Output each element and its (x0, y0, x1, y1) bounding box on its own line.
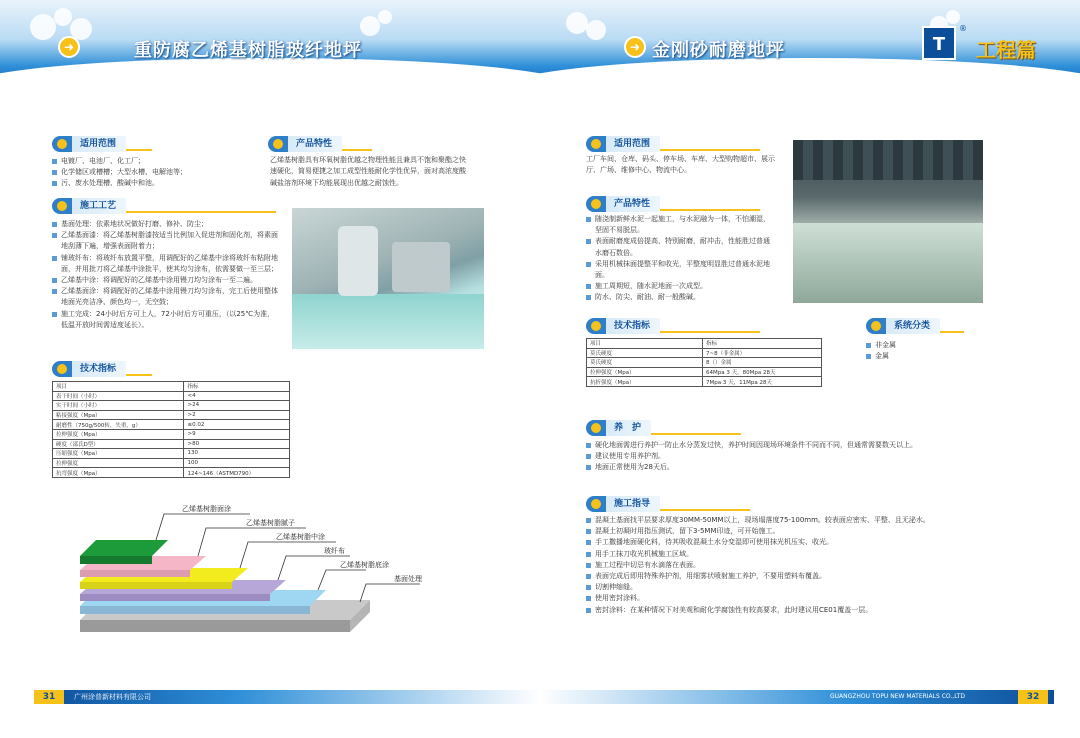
list-item: 乙烯基中涂：将调配好的乙烯基中涂用镘刀均匀涂布一至二遍。 (52, 275, 280, 286)
section-title: 适用范围 (72, 136, 126, 152)
maintenance-header (586, 420, 741, 436)
list-item: 非金属 (866, 340, 966, 351)
layer-topcoat (80, 540, 168, 556)
section-title: 产品特性 (606, 196, 660, 212)
right-features-header (586, 196, 760, 212)
layer-label: 基面处理 (394, 575, 422, 583)
table-row: 实干时间（小时） >24 (53, 401, 290, 411)
scope-list (52, 156, 262, 190)
section-title: 技术指标 (72, 361, 126, 377)
list-item: 随浇制新鲜水泥一起施工，与水泥融为一体，不怕潮湿，坚固不易脱层。 (586, 214, 776, 236)
section-title: 施工工艺 (72, 198, 126, 214)
table-row: 粘接强度（Mpa） >2 (53, 410, 290, 420)
list-item: 地面正常使用为28天后。 (586, 462, 986, 473)
table-row: 莫氏硬度 7~8（非金属） (587, 348, 822, 358)
list-item: 防水、防尖、耐油、耐一般酸碱。 (586, 292, 776, 303)
list-item: 表面完成后即用特殊养护剂，用细雾状喷射施工养护，不要用塑料布覆盖。 (586, 571, 1006, 582)
registered-mark: ® (959, 24, 967, 33)
list-item: 密封涂料：在某种情况下对美观和耐化学腐蚀性有较高要求，此时建议用CE01覆盖一层。 (586, 605, 1006, 616)
section-title: 适用范围 (606, 136, 660, 152)
warehouse-floor-photo (793, 140, 983, 303)
right-page-title: 金刚砂耐磨地坪 (652, 40, 785, 61)
table-row: 抗弯强度（Mpa） 124~146（ASTMD790） (53, 468, 290, 478)
list-item: 乙烯基面漆：将乙烯基树脂漆按适当比例加入促进剂和固化剂，将素面地刮薄下遍，增强表面附着力； (52, 230, 280, 252)
right-scope-text: 工厂车间、仓库、码头、停车场、车库、大型购物超市、展示厅、广场、维修中心、物流中心。 (586, 155, 775, 175)
list-item: 电镀厂、电池厂、化工厂； (52, 156, 262, 167)
bubble-decoration (20, 6, 140, 50)
table-row: 抗折强度（Mpa） 7Mpa 3 天，11Mpa 28天 (587, 377, 822, 387)
layer-label: 乙烯基树脂面涂 (182, 505, 231, 513)
process-header (52, 198, 276, 214)
table-row: 拉伸强度 100 (53, 458, 290, 468)
right-features-list (586, 214, 776, 304)
section-name: 工程篇 (976, 38, 1036, 62)
features-text: 乙烯基树脂具有环氧树脂优越之物理性能且兼具不饱和聚酯之快速硬化，简易便捷之加工成型性能耐化学性优异，面对高浓度酸碱盐溶剂环境下均能展现出优越之耐蚀性。 (270, 156, 466, 187)
classification-list (866, 340, 966, 362)
bubble-decoration (350, 6, 470, 50)
list-item: 建议使用专用养护剂。 (586, 451, 986, 462)
guide-list (586, 515, 1006, 616)
list-item: 混凝土基面找平层要求厚度30MM-50MM以上，现场塌落度75-100mm。较表面应密实、平整、且无泌水。 (586, 515, 1006, 526)
right-footer-bar (540, 690, 1054, 704)
list-item: 施工完成：24小时后方可上人，72小时后方可重压，（以25℃为准，低温开放时间需适度延长）。 (52, 309, 280, 331)
list-item: 采用机械抹面提整平和收光，平整度明显胜过普通水泥地面。 (586, 259, 776, 281)
table-row: 项目 指标 (587, 339, 822, 349)
arrow-circle-icon (52, 361, 72, 377)
arrow-circle-icon: ➜ (624, 36, 646, 58)
list-item: 金属 (866, 351, 966, 362)
arrow-circle-icon (586, 196, 606, 212)
list-item: 基面处理：依素地状况做好打磨、修补、防尘； (52, 219, 280, 230)
list-item: 混凝土初凝时用指压测试，留下3-5MM印迹，可开始施工。 (586, 526, 1006, 537)
table-row: 表干时间（小时） <4 (53, 391, 290, 401)
table-row: 拉伸强度（Mpa） >9 (53, 429, 290, 439)
arrow-circle-icon (52, 136, 72, 152)
list-item: 化学储区或槽槽；大型水槽、电解池等； (52, 167, 262, 178)
list-item: 使用密封涂料。 (586, 593, 1006, 604)
right-spec-table (586, 338, 822, 387)
list-item: 污、废水处理槽、酸碱中和池。 (52, 178, 262, 189)
arrow-circle-icon (586, 318, 606, 334)
table-row: 项目 指标 (53, 382, 290, 392)
left-spec-table (52, 381, 290, 478)
banner-wave (0, 58, 540, 88)
right-scope-header (586, 136, 760, 152)
left-page-title: 重防腐乙烯基树脂玻纤地坪 (134, 40, 362, 61)
table-row: 拉伸强度（Mpa） 64Mpa 3 天，80Mpa 28天 (587, 367, 822, 377)
section-title: 系统分类 (886, 318, 940, 334)
process-list (52, 219, 280, 331)
right-specs-header (586, 318, 760, 334)
list-item: 用手工抹刀收光机械施工区域。 (586, 549, 1006, 560)
layer-label: 乙烯基树脂底涂 (340, 561, 389, 569)
right-page-number: 32 (1018, 690, 1048, 704)
maintenance-list (586, 440, 986, 474)
arrow-circle-icon (268, 136, 288, 152)
features-header (268, 136, 372, 152)
section-title: 养 护 (606, 420, 651, 436)
layer-label: 乙烯基树脂中涂 (276, 533, 325, 541)
list-item: 表面耐磨度成倍提高，特别耐磨，耐冲击，性能胜过普通水磨石数倍。 (586, 236, 776, 258)
arrow-circle-icon (586, 420, 606, 436)
list-item: 乙烯基面涂：将调配好的乙烯基中涂用镘刀均匀涂布，完工后使用整体地面光亮洁净、颜色均一，无空鼓； (52, 286, 280, 308)
table-row: 硬度（邵氏D型） >80 (53, 439, 290, 449)
layer-label: 乙烯基树脂腻子 (246, 519, 295, 527)
company-name-en: GUANGZHOU TOPU NEW MATERIALS CO.,LTD (830, 693, 966, 700)
section-title: 产品特性 (288, 136, 342, 152)
left-page-number: 31 (34, 690, 64, 704)
table-row: 耐磨性（750g/500转，失重，g） ≤0.02 (53, 420, 290, 430)
company-logo: T (922, 26, 956, 60)
arrow-circle-icon (586, 496, 606, 512)
company-name-cn: 广州涂普新材料有限公司 (74, 693, 151, 701)
list-item: 铺玻纤布：将玻纤布放置平整，用调配好的乙烯基中涂将玻纤布粘附地面，并用批刀将乙烯基中涂批平，使其均匀涂布，依需要做一至三层； (52, 253, 280, 275)
classification-header (866, 318, 964, 334)
list-item: 施工过程中切忌有水滴落在表面。 (586, 560, 1006, 571)
arrow-circle-icon: ➜ (58, 36, 80, 58)
arrow-circle-icon (866, 318, 886, 334)
list-item: 切割伸缩缝。 (586, 582, 1006, 593)
table-row: 压缩强度（Mpa） 130 (53, 449, 290, 459)
table-row: 莫氏硬度 8（）金属 (587, 358, 822, 368)
list-item: 施工周期短，随水泥地面一次成型。 (586, 281, 776, 292)
lab-floor-photo (292, 208, 484, 349)
list-item: 硬化地面需进行养护一防止水分蒸发过快，养护时间因现场环境条件不同而不同，但通常需要数天以上。 (586, 440, 986, 451)
arrow-circle-icon (52, 198, 72, 214)
list-item: 手工撒播地面硬化料，待其吸收混凝土水分变湿即可使用抹光机压实、收光。 (586, 537, 1006, 548)
scope-header (52, 136, 152, 152)
specs-header (52, 361, 152, 377)
layer-label: 玻纤布 (324, 547, 345, 555)
arrow-circle-icon (586, 136, 606, 152)
section-title: 施工指导 (606, 496, 660, 512)
guide-header (586, 496, 750, 512)
section-title: 技术指标 (606, 318, 660, 334)
